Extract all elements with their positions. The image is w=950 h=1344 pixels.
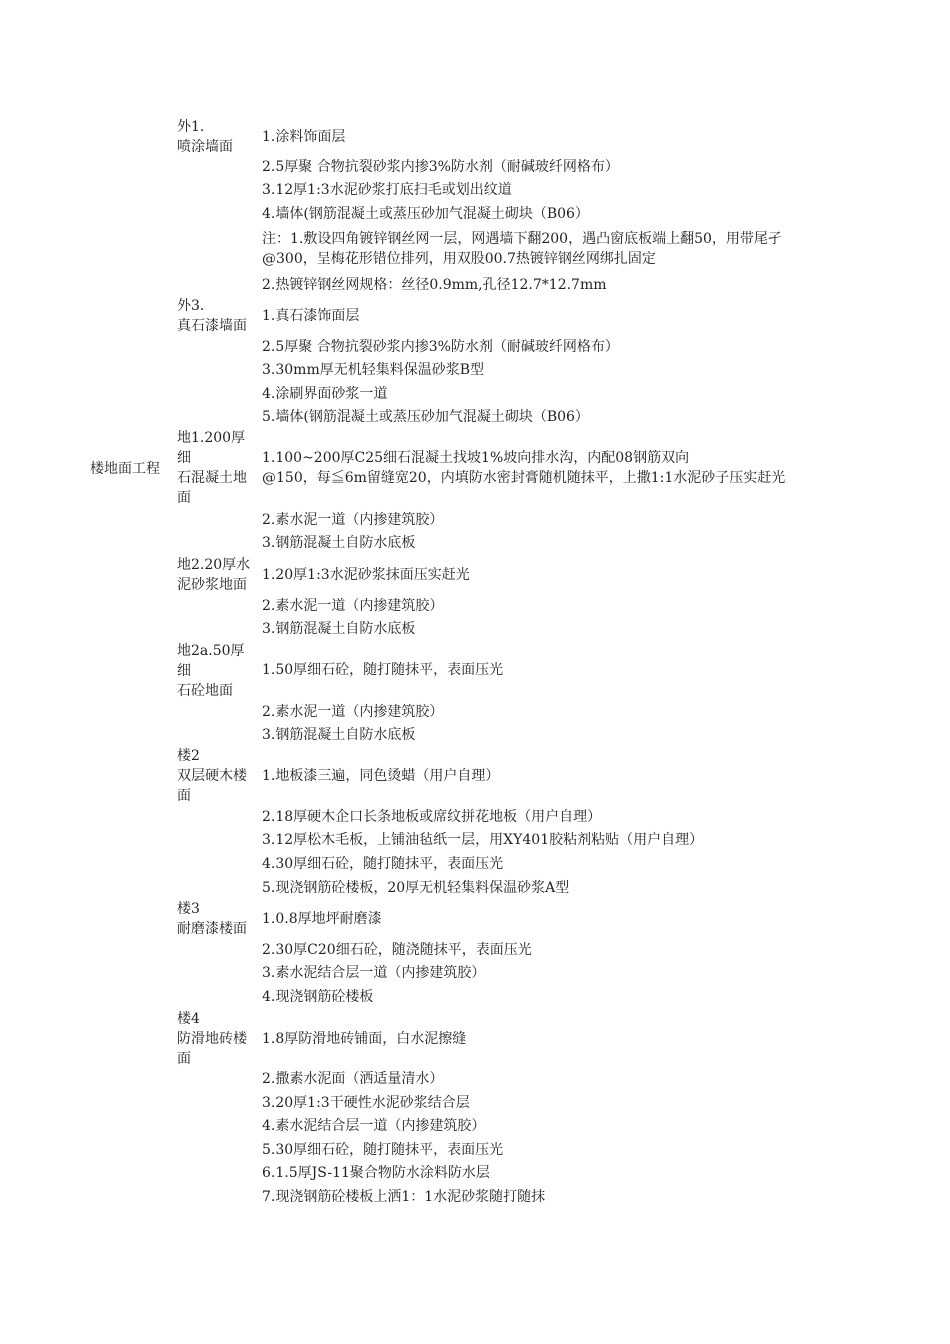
spec-line: 2.5厚聚 合物抗裂砂浆内掺3%防水剂（耐碱玻纤网格布） [262, 159, 619, 175]
spec-line: @150，每≦6m留缝宽20，内填防水密封膏随机随抹平，上撒1:1水泥砂子压实赶光 [262, 470, 786, 486]
spec-line: 2.素水泥一道（内掺建筑胶） [262, 704, 444, 720]
spec-line: 2.30厚C20细石砼，随浇随抹平，表面压光 [262, 942, 532, 958]
spec-line: 4.涂刷界面砂浆一道 [262, 386, 388, 402]
group-label-line: 地2a.50厚 [177, 643, 245, 659]
spec-line: 5.墙体(钢筋混凝土或蒸压砂加气混凝土砌块（B06） [262, 409, 589, 425]
spec-line: 1.涂料饰面层 [262, 129, 346, 145]
spec-item [262, 360, 484, 380]
category-label: 楼地面工程 [90, 461, 160, 477]
spec-line: 2.热镀锌钢丝网规格：丝径0.9mm,孔径12.7*12.7mm [262, 277, 607, 293]
spec-item [262, 878, 569, 898]
spec-line: 3.20厚1:3干硬性水泥砂浆结合层 [262, 1095, 470, 1111]
group-label-line: 面 [177, 490, 191, 506]
spec-line: 1.50厚细石砼，随打随抹平，表面压光 [262, 662, 504, 678]
spec-line: 3.钢筋混凝土自防水底板 [262, 727, 416, 743]
spec-line: 1.地板漆三遍，同色烫蜡（用户自理） [262, 768, 500, 784]
group-label-ext3 [177, 296, 259, 336]
group-label-line: 地1.200厚 [177, 430, 246, 446]
spec-item [262, 533, 415, 553]
spec-item [262, 1187, 545, 1207]
spec-line: 注：1.敷设四角镀锌钢丝网一层，网遇墙下翻200，遇凸窗底板端上翻50，用带尾孑 [262, 231, 782, 247]
spec-line: 3.12厚松木毛板，上铺油毡纸一层，用XY401胶粘剂粘贴（用户自理） [262, 832, 704, 848]
group-label-line: 楼4 [177, 1011, 200, 1027]
spec-line: 2.撒素水泥面（洒适量清水） [262, 1071, 444, 1087]
group-label-line: 双层硬木楼 [177, 768, 247, 784]
group-label-line: 石混凝土地 [177, 470, 247, 486]
spec-item [262, 384, 387, 404]
spec-line: 1.100~200厚C25细石混凝土找坡1%坡向排水沟，内配08钢筋双向 [262, 450, 690, 466]
spec-item [262, 807, 601, 827]
spec-item [262, 909, 382, 929]
group-label-line: 细 [177, 663, 191, 679]
spec-line: 3.12厚1:3水泥砂浆打底扫毛或划出纹道 [262, 182, 512, 198]
spec-item [262, 1069, 443, 1089]
spec-note [262, 229, 782, 269]
group-label-line: 细 [177, 450, 191, 466]
group-label-floor1 [177, 428, 259, 508]
group-label-line: 楼3 [177, 901, 200, 917]
spec-line: 4.30厚细石砼，随打随抹平，表面压光 [262, 856, 504, 872]
spec-line: 1.20厚1:3水泥砂浆抹面压实赶光 [262, 567, 470, 583]
spec-line: 2.18厚硬木企口长条地板或席纹拼花地板（用户自理） [262, 809, 602, 825]
spec-line: 4.素水泥结合层一道（内掺建筑胶） [262, 1118, 486, 1134]
group-label-line: 外1. [177, 119, 205, 135]
spec-line: 3.钢筋混凝土自防水底板 [262, 621, 416, 637]
spec-item [262, 596, 443, 616]
spec-item [262, 766, 499, 786]
spec-item [262, 963, 485, 983]
group-label-line: 喷涂墙面 [177, 139, 233, 155]
spec-item [262, 407, 589, 427]
group-label-floor2a [177, 641, 259, 701]
spec-item [262, 275, 607, 295]
spec-line: 4.墙体(钢筋混凝土或蒸压砂加气混凝土砌块（B06） [262, 206, 589, 222]
group-label-line: 外3. [177, 298, 205, 314]
spec-item [262, 619, 415, 639]
group-label-line: 面 [177, 788, 191, 804]
spec-item [262, 337, 619, 357]
spec-item [262, 987, 373, 1007]
spec-item [262, 940, 532, 960]
group-label-line: 防滑地砖楼 [177, 1031, 247, 1047]
spec-item [262, 180, 512, 200]
spec-line: 5.30厚细石砼，随打随抹平，表面压光 [262, 1142, 504, 1158]
group-label-line: 楼2 [177, 748, 200, 764]
spec-line: 4.现浇钢筋砼楼板 [262, 989, 374, 1005]
spec-line: 3.素水泥结合层一道（内掺建筑胶） [262, 965, 486, 981]
spec-item [262, 702, 443, 722]
spec-item [262, 1163, 490, 1183]
spec-item [262, 157, 619, 177]
spec-line: 1.0.8厚地坪耐磨漆 [262, 911, 382, 927]
spec-item [262, 1093, 470, 1113]
spec-item [262, 306, 359, 326]
spec-line: 1.8厚防滑地砖铺面，白水泥擦缝 [262, 1031, 467, 1047]
spec-line: 2.5厚聚 合物抗裂砂浆内掺3%防水剂（耐碱玻纤网格布） [262, 339, 619, 355]
spec-item [262, 1116, 485, 1136]
group-label-line: 地2.20厚水 [177, 557, 251, 573]
spec-line: @300，呈梅花形错位排列，用双股00.7热镀锌钢丝网绑扎固定 [262, 251, 656, 267]
spec-line: 3.钢筋混凝土自防水底板 [262, 535, 416, 551]
spec-item [262, 854, 503, 874]
spec-line: 1.真石漆饰面层 [262, 308, 360, 324]
spec-item [262, 127, 345, 147]
spec-line: 2.素水泥一道（内掺建筑胶） [262, 512, 444, 528]
group-label-line: 石砼地面 [177, 683, 233, 699]
spec-item [262, 565, 470, 585]
group-label-line: 耐磨漆楼面 [177, 921, 247, 937]
group-label-line: 真石漆墙面 [177, 318, 247, 334]
spec-item [262, 1140, 503, 1160]
spec-item [262, 204, 589, 224]
spec-item [262, 660, 503, 680]
group-label-level2 [177, 746, 259, 806]
spec-line: 7.现浇钢筋砼楼板上洒1：1水泥砂浆随打随抹 [262, 1189, 546, 1205]
spec-line: 6.1.5厚JS-11聚合物防水涂料防水层 [262, 1165, 490, 1181]
spec-line: 2.素水泥一道（内掺建筑胶） [262, 598, 444, 614]
spec-line: 5.现浇钢筋砼楼板，20厚无机轻集料保温砂浆A型 [262, 880, 570, 896]
group-label-level4 [177, 1009, 259, 1069]
spec-item [262, 448, 785, 488]
group-label-line: 泥砂浆地面 [177, 577, 247, 593]
group-label-level3 [177, 899, 259, 939]
spec-line: 3.30mm厚无机轻集料保温砂浆B型 [262, 362, 485, 378]
group-label-ext1 [177, 117, 259, 157]
group-label-floor2 [177, 555, 259, 595]
group-label-line: 面 [177, 1051, 191, 1067]
spec-item [262, 830, 703, 850]
spec-item [262, 510, 443, 530]
spec-item [262, 1029, 466, 1049]
spec-item [262, 725, 415, 745]
